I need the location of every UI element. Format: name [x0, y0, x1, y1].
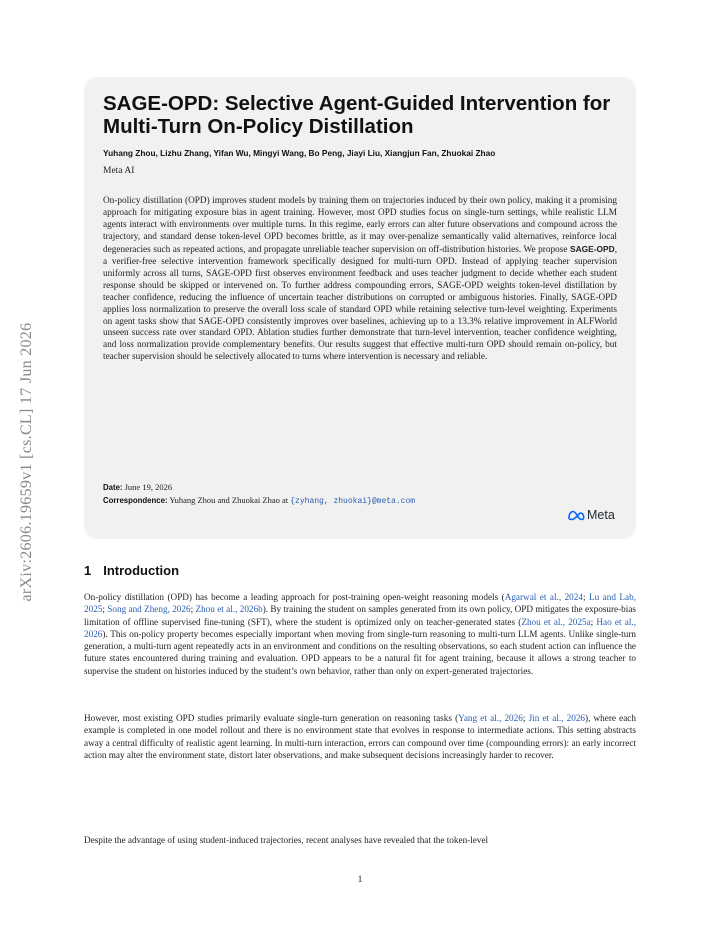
meta-logo	[567, 508, 615, 522]
meta-infinity-logo-icon	[567, 510, 585, 521]
date-row	[103, 482, 172, 492]
section-number: 1	[84, 563, 92, 578]
author-list: Yuhang Zhou, Lizhu Zhang, Yifan Wu, Mingyi Wang, Bo Peng, Jiayi Liu, Xiangjun Fan, Zhuokai Zhao	[103, 148, 496, 158]
correspondence-row	[103, 495, 415, 506]
date-value: June 19, 2026	[124, 482, 173, 492]
correspondence-names: Yuhang Zhou and Zhuokai Zhao at	[169, 495, 289, 505]
citation-link[interactable]: Agarwal et al., 2024	[504, 592, 583, 602]
intro-paragraph-3: Despite the advantage of using student-induced trajectories, recent analyses have revealed that the token-level	[84, 835, 489, 845]
abstract-text-cont: , a verifier-free selective intervention framework specifically designed for multi-turn OPD. Instead of applying teacher supervision uniformly across all turns, SAGE-OPD first observes environment feedback and uses teacher judgment to decide whether each student response should be skipped or intervened on. To further address compounding errors, SAGE-OPD weights token-level distillation by teacher confidence, reducing the influence of uncertain teacher distributions on corrupted or ambiguous histories. Finally, SAGE-OPD applies loss normalization to preserve the overall loss scale of standard OPD while retaining selective turn-level weighting. Experiments on agent tasks show that SAGE-OPD consistently improves over baselines, achieving up to a 13.3% relative improvement in ALFWorld unseen success rate over standard OPD. Ablation studies further demonstrate that turn-level intervention, teacher confidence weighting, and loss normalization provide complementary benefits. Our results suggest that effective multi-turn OPD should remain on-policy, but teacher supervision should be selectively allocated to turns where intervention is necessary and reliable.	[103, 244, 617, 363]
abstract	[103, 196, 617, 364]
page-number: 1	[357, 875, 363, 885]
citation-link[interactable]: Zhou et al., 2026b	[195, 604, 263, 615]
citation-link[interactable]: Jin et al., 2026	[528, 713, 586, 723]
citation-link[interactable]: Hao et al., 2026	[84, 616, 636, 639]
arxiv-identifier: arXiv:2606.19659v1 [cs.CL] 17 Jun 2026	[18, 322, 35, 602]
intro-paragraph-2: However, most existing OPD studies primarily evaluate single-turn generation on reasoning tasks (Yang et al., 2026; Jin et al., 2026), where each example is completed in one model rollout and there is no environment state that evolves in response to intermediate actions. This setting abstracts away a central difficulty of realistic agent learning. In multi-turn interaction, errors can compound over time (compounding errors): an early incorrect action may alter the environment state, distort later observations, and make subsequent decisions increasingly harder to recover.	[84, 713, 636, 760]
section-heading	[84, 563, 179, 578]
meta-logo-text: Meta	[587, 508, 615, 522]
section-title: Introduction	[103, 563, 180, 578]
affiliation: Meta AI	[103, 166, 135, 176]
citation-link[interactable]: Zhou et al., 2025a	[521, 616, 591, 627]
abstract-text: On-policy distillation (OPD) improves student models by training them on trajectories induced by their own policy, making it a promising approach for mitigating exposure bias in agent training. However, most OPD studies focus on single-turn settings, while realistic LLM agents interact with environments over multiple turns. In this regime, early errors can alter future observations and compound across the trajectory, and standard dense token-level OPD becomes brittle, as it may over-penalize semantically valid alternatives, reinforce local degeneracies such as repeated actions, and propagate unreliable teacher supervision on off-distribution histories. We propose	[103, 196, 617, 255]
paper-title: SAGE-OPD: Selective Agent-Guided Intervention for Multi-Turn On-Policy Distillation	[103, 92, 611, 138]
intro-paragraph-1: On-policy distillation (OPD) has become a leading approach for post-training open-weight reasoning models (Agarwal et al., 2024; Lu and Lab, 2025; Song and Zheng, 2026; Zhou et al., 2026b). By training the student on samples generated from its own policy, OPD mitigates the exposure-bias limitation of offline supervised fine-tuning (SFT), where the student is optimized only on teacher-generated states (Zhou et al., 2025a; Hao et al., 2026). This on-policy property becomes especially important when moving from single-turn reasoning to multi-turn LLM agents. Unlike single-turn generation, a multi-turn agent repeatedly acts in an environment and conditions on the resulting observations, so each student action can influence the future states encountered during training and evaluation. OPD appears to be a natural fit for agent training, because it allows a strong teacher to supervise the student on histories induced by the student’s own behavior, rather than only on expert-generated trajectories.	[84, 592, 636, 676]
method-name: SAGE-OPD	[570, 243, 615, 254]
correspondence-email-link[interactable]: {zyhang, zhuokai}@meta.com	[290, 497, 416, 506]
citation-link[interactable]: Lu and Lab, 2025	[84, 592, 636, 615]
citation-link[interactable]: Yang et al., 2026	[458, 713, 523, 723]
correspondence-label: Correspondence:	[103, 496, 168, 505]
date-label: Date:	[103, 483, 123, 492]
citation-link[interactable]: Song and Zheng, 2026	[107, 604, 191, 615]
